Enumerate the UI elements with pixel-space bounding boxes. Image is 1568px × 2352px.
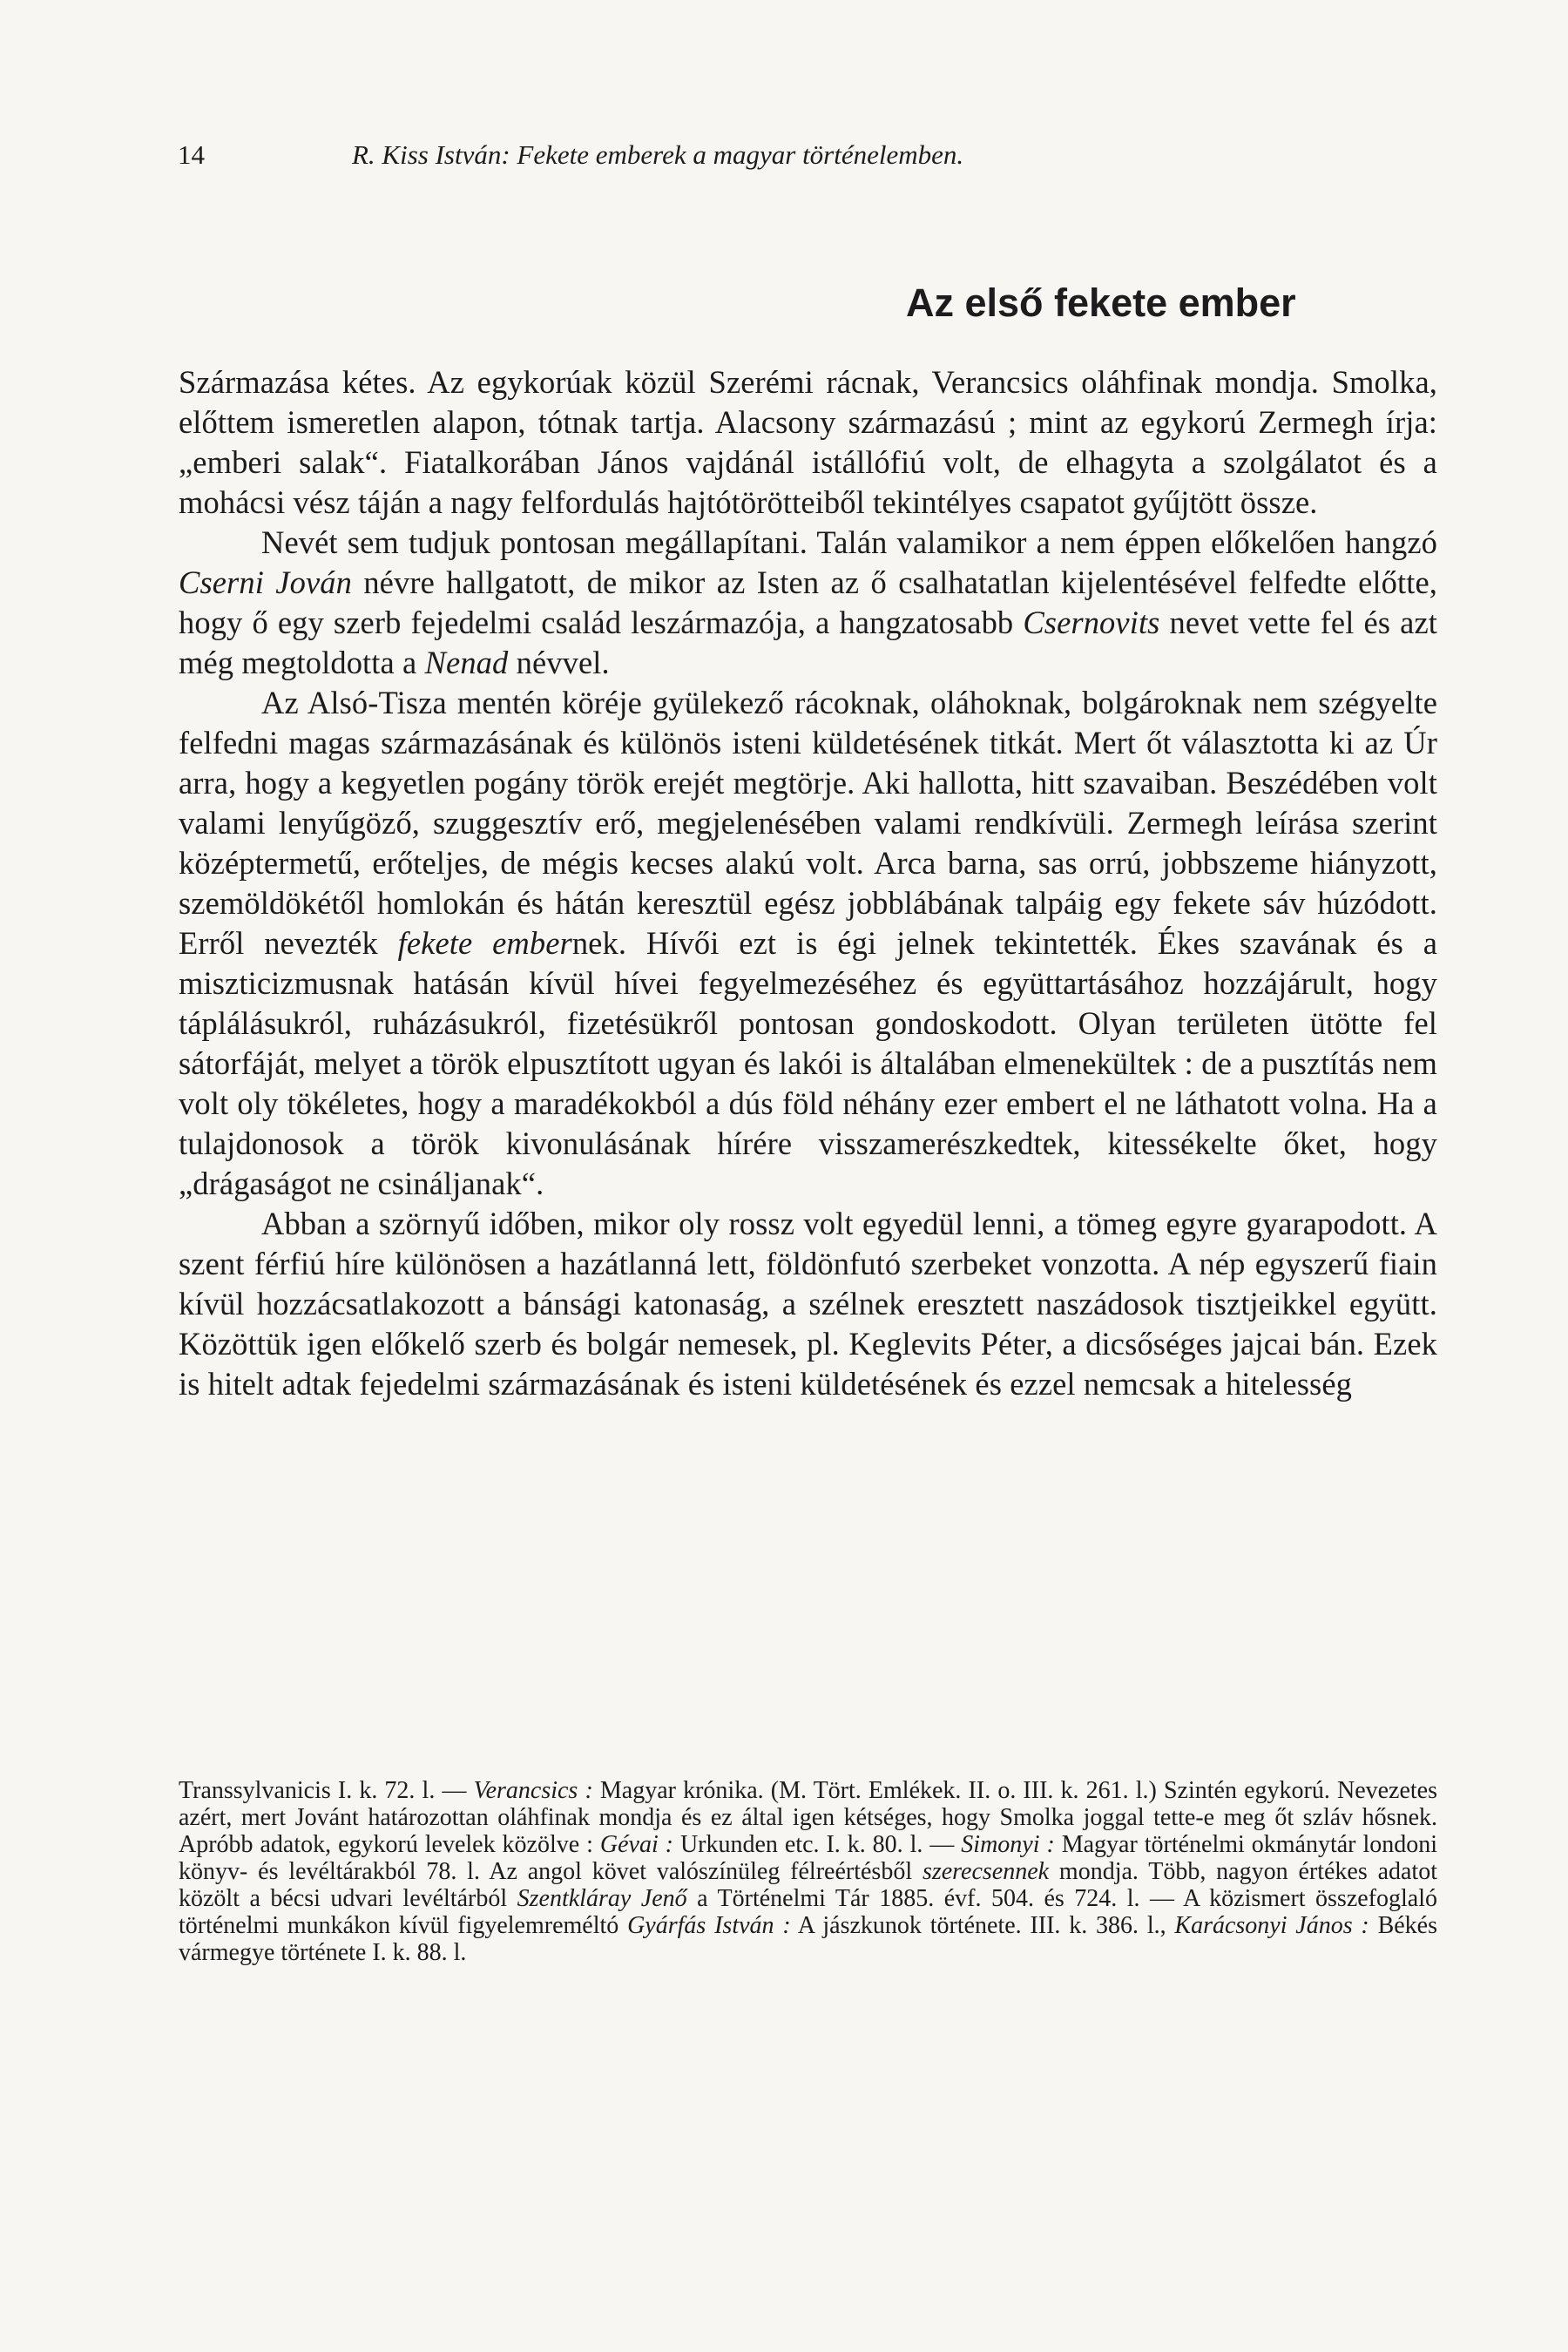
- italic-text: Nenad: [424, 645, 509, 680]
- footnote-paragraph: [179, 1777, 1437, 1966]
- italic-text: Verancsics :: [473, 1777, 593, 1804]
- text-run: Nevét sem tudjuk pontosan megállapítani. Talán valamikor a nem éppen előkelően hangzó: [261, 524, 1437, 560]
- text-run: mondja. Több, nagyon értékes adatot közölt a bécsi udvari levéltárból: [179, 1858, 1437, 1912]
- italic-text: Cserni Jován: [179, 564, 352, 600]
- italic-text: Gévai :: [599, 1831, 674, 1858]
- running-title: R. Kiss István: Fekete emberek a magyar történelemben.: [352, 139, 964, 170]
- italic-text: fekete ember: [397, 925, 572, 961]
- body-paragraph: [179, 683, 1437, 1204]
- body-text: [179, 362, 1437, 1404]
- running-head: [178, 138, 1441, 172]
- page-number: 14: [178, 139, 205, 170]
- text-run: névvel.: [508, 645, 610, 680]
- text-run: Származása kétes. Az egykorúak közül Szerémi rácnak, Verancsics oláhfinak mondja. Smolka, előttem ismeretlen alapon, tótnak tartja. Alacsony származású ; mint az egykorú Zermegh írja: „emberi salak“. Fiatalkorában János vajdánál istállófiú volt, de elhagyta a szolgálatot és a mohácsi vész táján a nagy felfordulás hajtótörötteiből tekintélyes csapatot gyűjtött össze.: [179, 364, 1437, 520]
- body-paragraph: [179, 523, 1437, 683]
- italic-text: szerecsennek: [922, 1858, 1050, 1885]
- body-paragraph: [179, 1204, 1437, 1404]
- text-run: Urkunden etc. I. k. 80. l. —: [673, 1831, 962, 1858]
- italic-text: Szentkláray Jenő: [517, 1885, 687, 1912]
- italic-text: Gyárfás István :: [627, 1912, 791, 1939]
- italic-text: Karácsonyi János :: [1174, 1912, 1369, 1939]
- italic-text: Simonyi :: [961, 1831, 1055, 1858]
- chapter-title: Az első fekete ember: [906, 280, 1296, 325]
- text-run: névre hallgatott, de mikor az Isten az ő csalhatatlan kijelentésével felfedte előtte, hogy ő egy szerb fejedelmi család leszármazója, a hangzatosabb: [179, 564, 1437, 640]
- footnotes: [179, 1777, 1437, 1966]
- body-paragraph: [179, 362, 1437, 523]
- text-run: Abban a szörnyű időben, mikor oly rossz volt egyedül lenni, a tömeg egyre gyarapodott. A szent férfiú híre különösen a hazátlanná lett, földönfutó szerbeket vonzotta. A nép egyszerű fiain kívül hozzácsatlakozott a bánsági katonaság, a szélnek eresztett naszádosok tisztjeikkel együtt. Közöttük igen előkelő szerb és bolgár nemesek, pl. Keglevits Péter, a dicsőséges jajcai bán. Ezek is hitelt adtak fejedelmi származásának és isteni küldetésének és ezzel nemcsak a hitelesség: [179, 1206, 1437, 1402]
- text-run: Transsylvanicis I. k. 72. l. —: [179, 1777, 474, 1804]
- text-run: Az Alsó-Tisza mentén köréje gyülekező rácoknak, oláhoknak, bolgároknak nem szégyelte felfedni magas származásának és különös isteni küldetésének titkát. Mert őt választotta ki az Úr arra, hogy a kegyetlen pogány török erejét megtörje. Aki hallotta, hitt szavaiban. Beszédében volt valami lenyűgöző, szuggesztív erő, megjelenésében valami rendkívüli. Zermegh leírása szerint középtermetű, erőteljes, de mégis kecses alakú volt. Arca barna, sas orrú, jobbszeme hiányzott, szemöldökétől homlokán és hátán keresztül egész jobblábának talpáig egy fekete sáv húzódott. Erről nevezték: [179, 685, 1437, 961]
- italic-text: Csernovits: [1023, 605, 1160, 640]
- text-run: nevet vette fel és azt még megtoldotta a: [179, 605, 1437, 680]
- text-run: A jászkunok története. III. k. 386. l.,: [790, 1912, 1175, 1939]
- text-run: Magyar történelmi okmánytár londoni könyv- és levéltárakból 78. l. Az angol követ valószínüleg félreértésből: [179, 1831, 1438, 1885]
- text-run: a Történelmi Tár 1885. évf. 504. és 724. l. — A közismert összefoglaló történelmi munkákon kívül figyelemreméltó: [179, 1885, 1437, 1939]
- text-run: nek. Hívői ezt is égi jelnek tekintették. Ékes szavának és a miszticizmusnak hatásán kívül hívei fegyelmezéséhez és együttartásához hozzájárult, hogy táplálásukról, ruházásukról, fizetésükről pontosan gondoskodott. Olyan területen ütötte fel sátorfáját, melyet a török elpusztított ugyan és lakói is általában elmenekültek : de a pusztítás nem volt oly tökéletes, hogy a maradékokból a dús föld néhány ezer embert el ne láthatott volna. Ha a tulajdonosok a török kivonulásának hírére visszamerészkedtek, kitessékelte őket, hogy „drágaságot ne csináljanak“.: [179, 925, 1438, 1201]
- text-run: Magyar krónika. (M. Tört. Emlékek. II. o. III. k. 261. l.) Szintén egykorú. Nevezetes azért, mert Jovánt határozottan oláhfinak mondja és ez által igen kétséges, hogy Smolka joggal tette-e meg őt szláv hősnek. Apróbb adatok, egykorú levelek közölve :: [179, 1777, 1438, 1858]
- text-run: Békés vármegye története I. k. 88. l.: [179, 1912, 1437, 1966]
